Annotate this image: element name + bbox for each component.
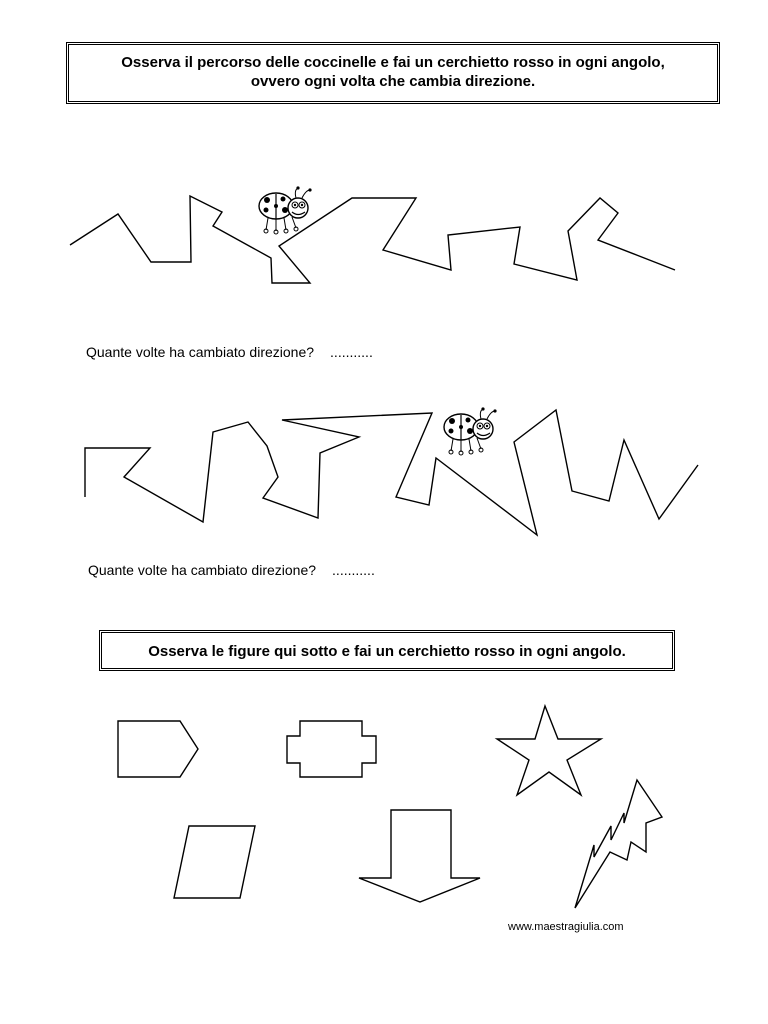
answer-blank-1[interactable]: ........... <box>330 344 373 360</box>
down-arrow-shape <box>359 810 480 902</box>
answer-blank-2[interactable]: ........... <box>332 562 375 578</box>
zigzag-path-1 <box>70 196 675 283</box>
question-1 <box>86 344 373 360</box>
website-footer: www.maestragiulia.com <box>508 921 624 933</box>
question-2 <box>88 562 375 578</box>
ladybug-icon-1 <box>259 186 312 234</box>
pentagon-arrow-shape <box>118 721 198 777</box>
star-shape <box>497 706 601 795</box>
parallelogram-shape <box>174 826 255 898</box>
instruction-box-shapes <box>99 630 675 671</box>
lightning-bolt-shape <box>575 780 662 908</box>
instruction-line-1: Osserva il percorso delle coccinelle e fai un cerchietto rosso in ogni angolo, <box>121 54 665 71</box>
cross-rectangle-shape <box>287 721 376 777</box>
question-2-text: Quante volte ha cambiato direzione? <box>88 562 317 578</box>
question-1-text: Quante volte ha cambiato direzione? <box>86 344 315 360</box>
zigzag-path-2 <box>85 410 698 535</box>
instruction-shapes-text: Osserva le figure qui sotto e fai un cerchietto rosso in ogni angolo. <box>148 643 626 660</box>
instruction-line-2: ovvero ogni volta che cambia direzione. <box>250 73 536 90</box>
ladybug-icon-2 <box>444 407 497 455</box>
